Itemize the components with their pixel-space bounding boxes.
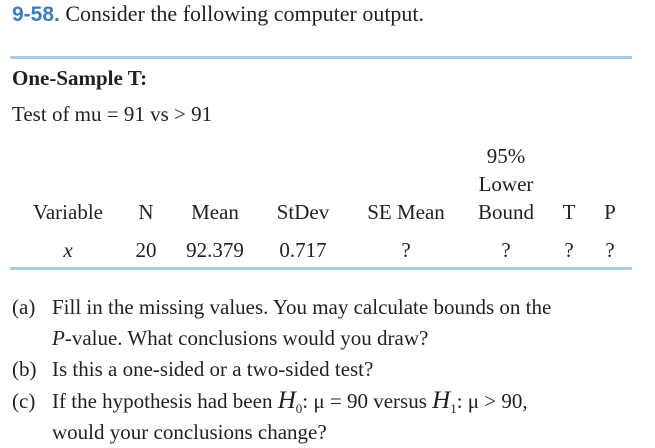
question-c-label: (c) — [12, 389, 36, 413]
col-header-lower-bound: Bound — [477, 200, 535, 224]
question-b-text: Is this a one-sided or a two-sided test? — [52, 357, 374, 381]
h0-statement: : μ = 90 versus — [302, 389, 427, 413]
question-c-intro: If the hypothesis had been — [52, 389, 273, 413]
h1-letter: H — [432, 387, 451, 414]
cell-se-mean: ? — [401, 238, 411, 262]
question-c — [12, 385, 528, 448]
output-bottom-rule — [10, 267, 632, 270]
col-header-p: P — [604, 200, 616, 224]
question-a-line-1: Fill in the missing values. You may calculate bounds on the — [52, 295, 552, 319]
h1-statement: : μ > 90, — [456, 389, 528, 413]
question-b-label: (b) — [12, 357, 37, 381]
cell-variable: x — [63, 238, 73, 262]
col-header-mean: Mean — [191, 200, 239, 224]
question-a — [12, 292, 551, 354]
problem-number: 9-58. — [12, 3, 60, 26]
bound-header-line-2: Lower — [478, 172, 534, 196]
cell-t: ? — [564, 238, 574, 262]
h1-subscript: 1 — [450, 401, 457, 416]
question-a-label: (a) — [12, 295, 36, 319]
test-statement: Test of mu = 91 vs > 91 — [12, 102, 213, 126]
cell-mean: 92.379 — [186, 238, 244, 262]
question-a-p-symbol: P — [52, 326, 65, 350]
col-header-variable: Variable — [33, 200, 103, 224]
cell-lower-bound: ? — [501, 238, 511, 262]
col-header-n: N — [138, 200, 154, 224]
h0-letter: H — [277, 387, 296, 414]
col-header-stdev: StDev — [276, 200, 330, 224]
question-b — [12, 354, 373, 385]
output-top-rule — [10, 56, 632, 59]
col-header-se-mean: SE Mean — [367, 200, 445, 224]
question-a-line-2: -value. What conclusions would you draw? — [64, 326, 429, 350]
cell-n: 20 — [135, 238, 157, 262]
bound-header-line-1: 95% — [486, 144, 526, 168]
problem-header — [12, 1, 424, 27]
cell-stdev: 0.717 — [279, 238, 327, 262]
output-title: One-Sample T: — [12, 66, 148, 90]
col-header-t: T — [562, 200, 576, 224]
h0-subscript: 0 — [295, 401, 303, 416]
problem-prompt: Consider the following computer output. — [65, 1, 425, 26]
cell-p: ? — [605, 238, 615, 262]
question-c-line-2: would your conclusions change? — [52, 420, 327, 444]
